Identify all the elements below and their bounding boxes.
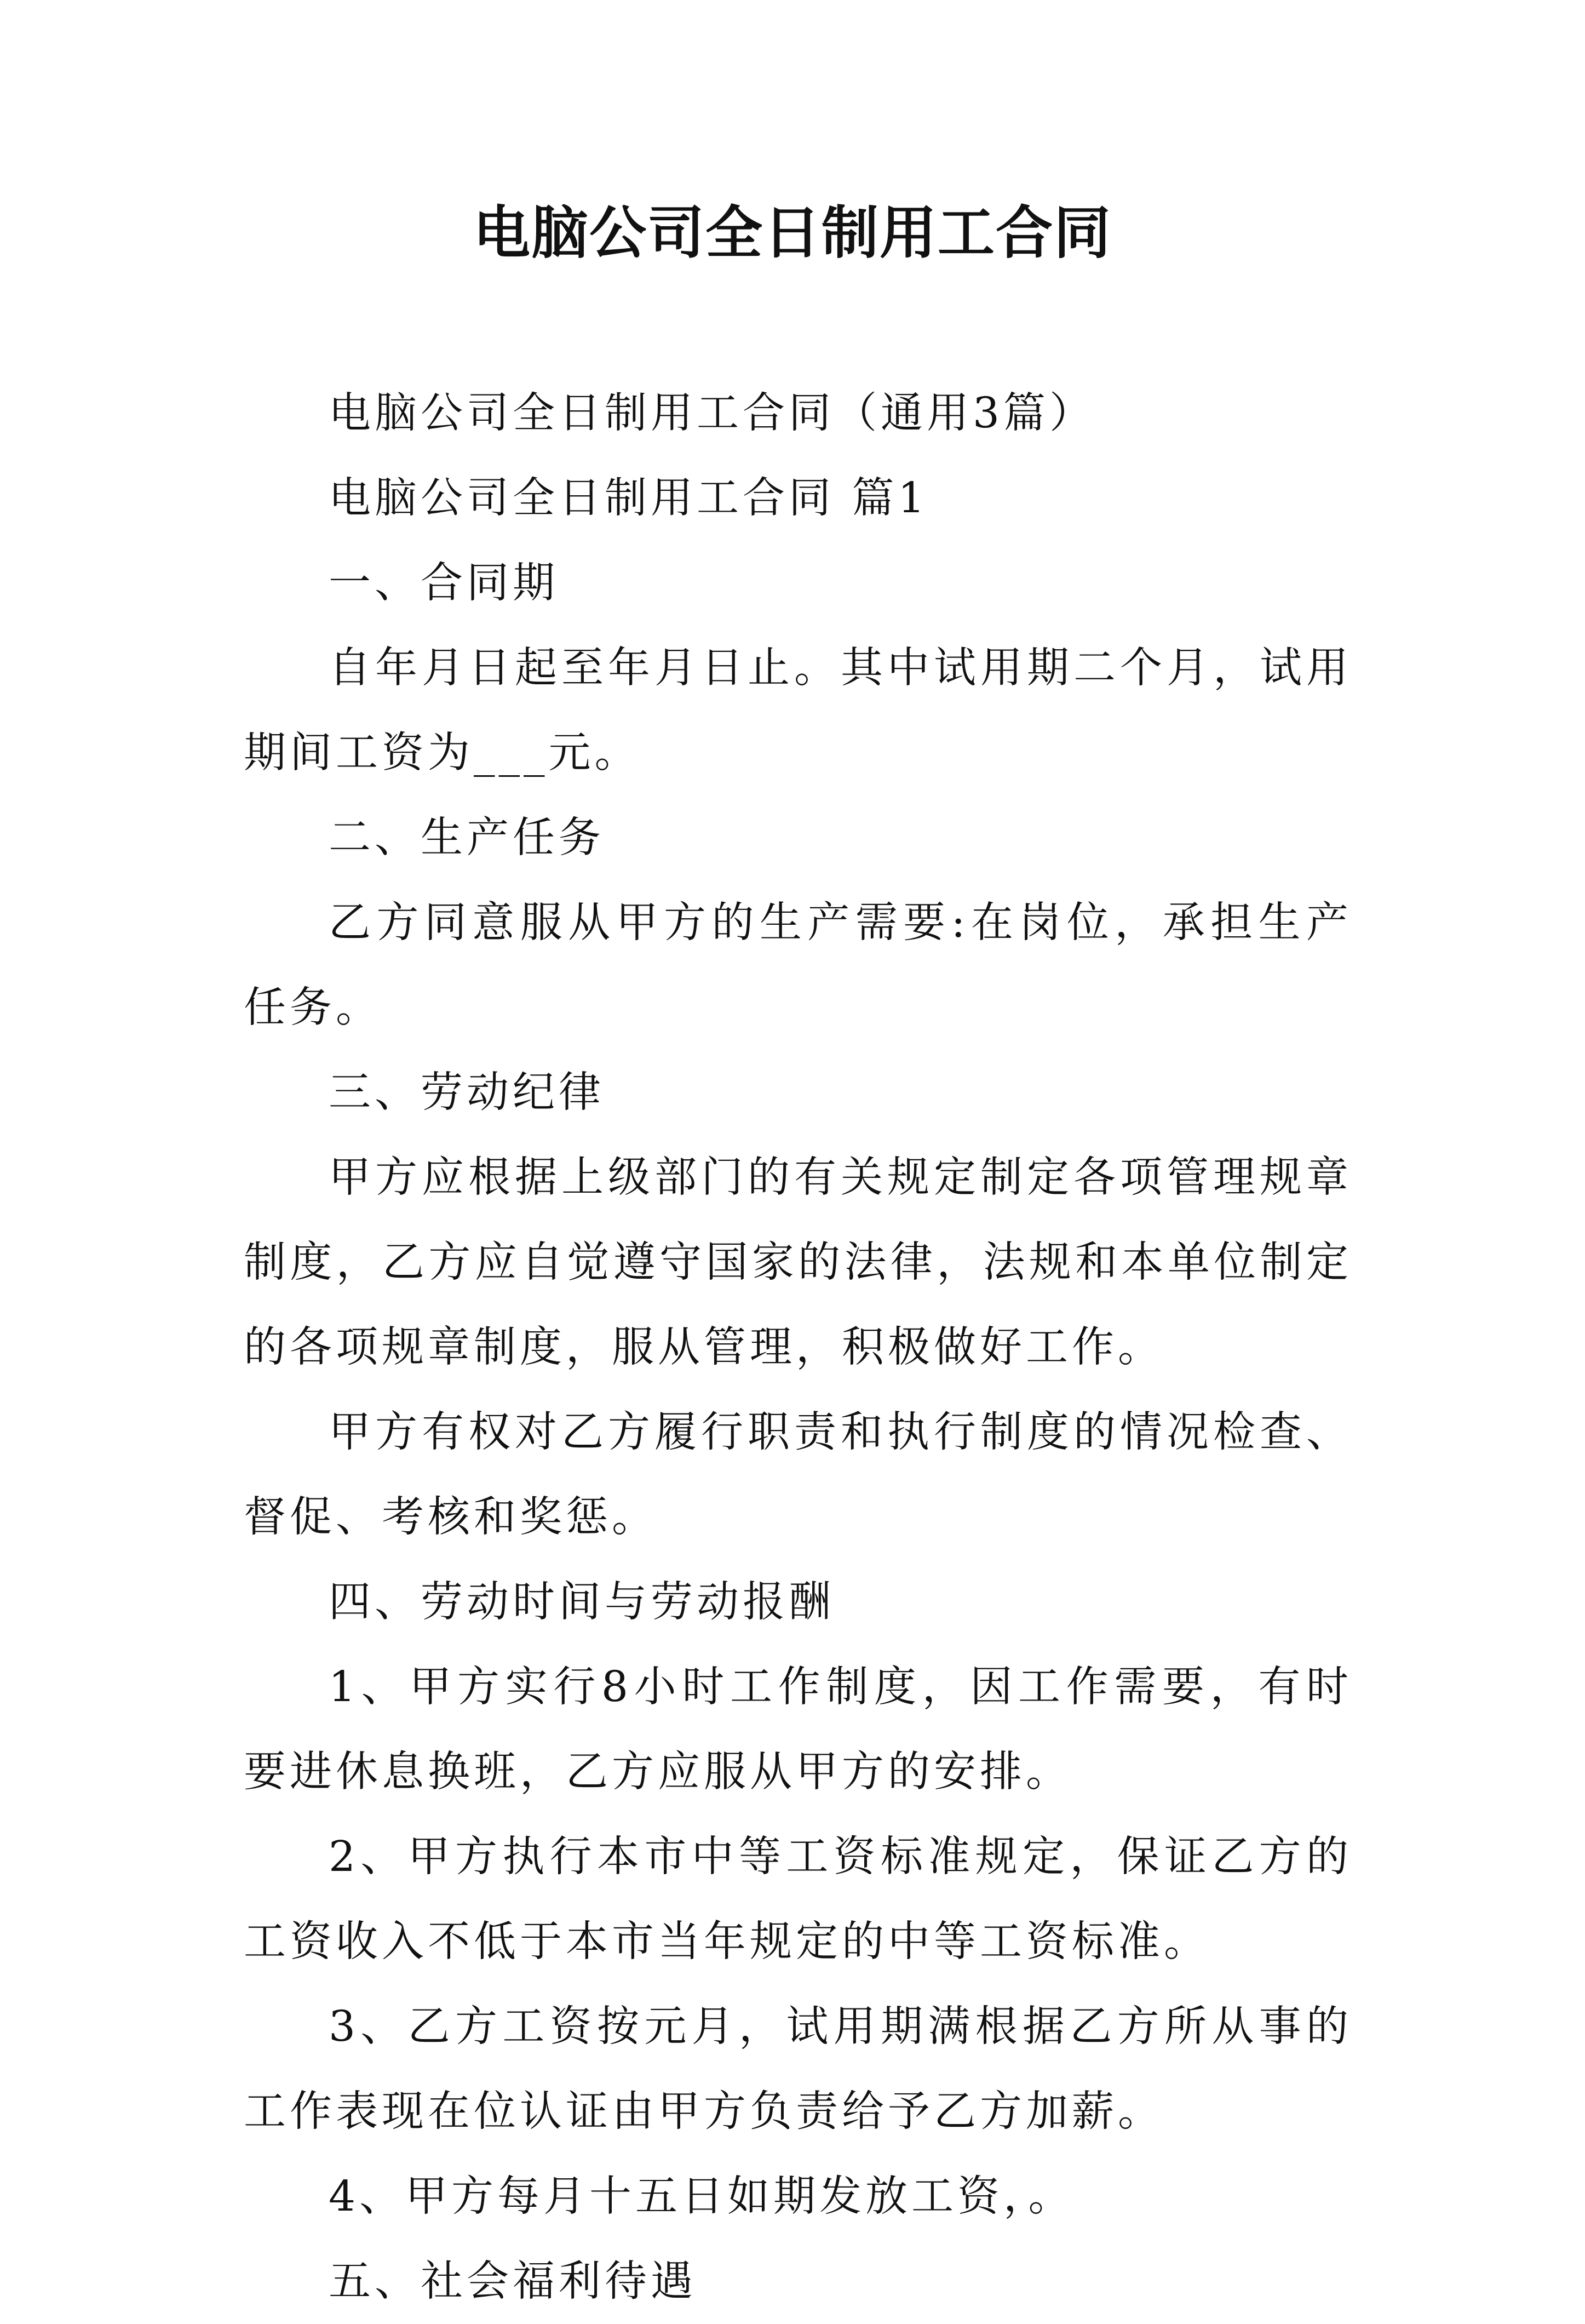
clause-heading-production-task: 二、生产任务 [329, 814, 605, 862]
clause-heading-social-welfare: 五、社会福利待遇 [329, 2257, 697, 2306]
clause-text-production-task: 乙方同意服从甲方的生产需要:在岗位，承担生产任务。 [244, 898, 1352, 1032]
clause-text-labor-discipline-2: 甲方有权对乙方履行职责和执行制度的情况检查、督促、考核和奖惩。 [244, 1408, 1352, 1542]
clause-item-3: 3、乙方工资按元月，试用期满根据乙方所从事的工作表现在位认证由甲方负责给予乙方加薪。 [244, 2002, 1352, 2136]
clause-text-contract-term: 自年月日起至年月日止。其中试用期二个月，试用期间工资为___元。 [244, 644, 1352, 777]
clause-item-2: 2、甲方执行本市中等工资标准规定，保证乙方的工资收入不低于本市当年规定的中等工资标准。 [244, 1833, 1352, 1966]
document-body [244, 371, 1352, 2324]
section-heading-part-1: 电脑公司全日制用工合同 篇1 [329, 474, 929, 523]
clause-heading-labor-discipline: 三、劳动纪律 [329, 1068, 605, 1117]
subtitle-line: 电脑公司全日制用工合同（通用3篇） [329, 389, 1095, 438]
clause-item-4: 4、甲方每月十五日如期发放工资，。 [329, 2172, 1075, 2221]
clause-heading-working-hours-pay: 四、劳动时间与劳动报酬 [329, 1578, 835, 1627]
clause-text-labor-discipline-1: 甲方应根据上级部门的有关规定制定各项管理规章制度，乙方应自觉遵守国家的法律，法规和本单位制定的各项规章制度，服从管理，积极做好工作。 [244, 1153, 1352, 1372]
document-title: 电脑公司全日制用工合同 [473, 199, 1112, 266]
clause-item-1: 1、甲方实行8小时工作制度，因工作需要，有时要进休息换班，乙方应服从甲方的安排。 [244, 1663, 1352, 1796]
clause-heading-contract-term: 一、合同期 [329, 559, 559, 608]
